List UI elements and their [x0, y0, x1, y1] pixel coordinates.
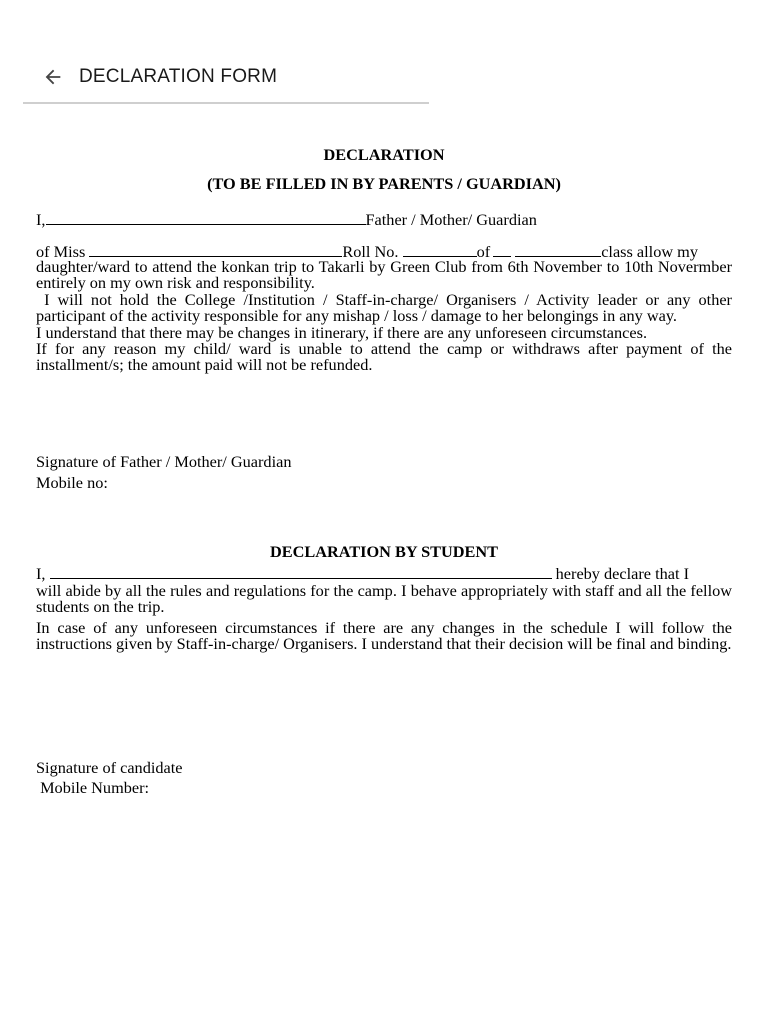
app-bar: [23, 52, 429, 104]
parents-body-2: I will not hold the College /Institution / Staff-in-charge/ Organisers / Activity leader or any other participant of the activity responsible for any mishap / loss / damage to her belongings in any way.: [36, 289, 737, 326]
student-body: [36, 583, 732, 653]
student-signature-label: Signature of candidate: [36, 758, 183, 777]
parents-body-4: If for any reason my child/ ward is unable to attend the camp or withdraws after payment of the installment/s; the amount paid will not be refunded.: [36, 339, 732, 375]
student-body-2: In case of any unforeseen circumstances if there are any changes in the schedule I will follow the instructions given by Staff-in-charge/ Organisers. I understand that their decision will be final and binding.: [36, 617, 732, 654]
class-blank[interactable]: [515, 243, 601, 257]
ward-name-blank[interactable]: [89, 243, 342, 257]
parents-body-3: I understand that there may be changes in itinerary, if there are any unforeseen circumstances.: [36, 322, 648, 342]
parent-name-blank[interactable]: [46, 211, 366, 225]
roll-no-blank[interactable]: [403, 243, 477, 257]
student-mobile-label: Mobile Number:: [36, 778, 150, 797]
student-heading: DECLARATION BY STUDENT: [270, 542, 498, 561]
arrow-left-icon: [42, 66, 64, 88]
ward-details-line: of Miss Roll No. of class allow my: [36, 242, 698, 261]
student-body-1: will abide by all the rules and regulations for the camp. I behave appropriately with staff and all the fellow students on the trip.: [36, 581, 732, 617]
parents-subheading: (TO BE FILLED IN BY PARENTS / GUARDIAN): [207, 174, 561, 193]
parent-mobile-label: Mobile no:: [36, 473, 108, 492]
parent-signature-label: Signature of Father / Mother/ Guardian: [36, 452, 292, 471]
student-name-line: I, hereby declare that I: [36, 564, 689, 583]
student-name-blank[interactable]: [50, 565, 552, 579]
parents-body: [36, 257, 737, 375]
parent-name-line: I, Father / Mother/ Guardian: [36, 210, 537, 229]
page-title: DECLARATION FORM: [79, 66, 278, 87]
of-blank[interactable]: [493, 243, 511, 257]
back-button[interactable]: [33, 57, 73, 97]
parents-body-1: daughter/ward to attend the konkan trip to Takarli by Green Club from 6th November to 10th Novermber entirely on my own risk and responsibility.: [36, 257, 732, 293]
parents-heading: DECLARATION: [323, 145, 445, 164]
